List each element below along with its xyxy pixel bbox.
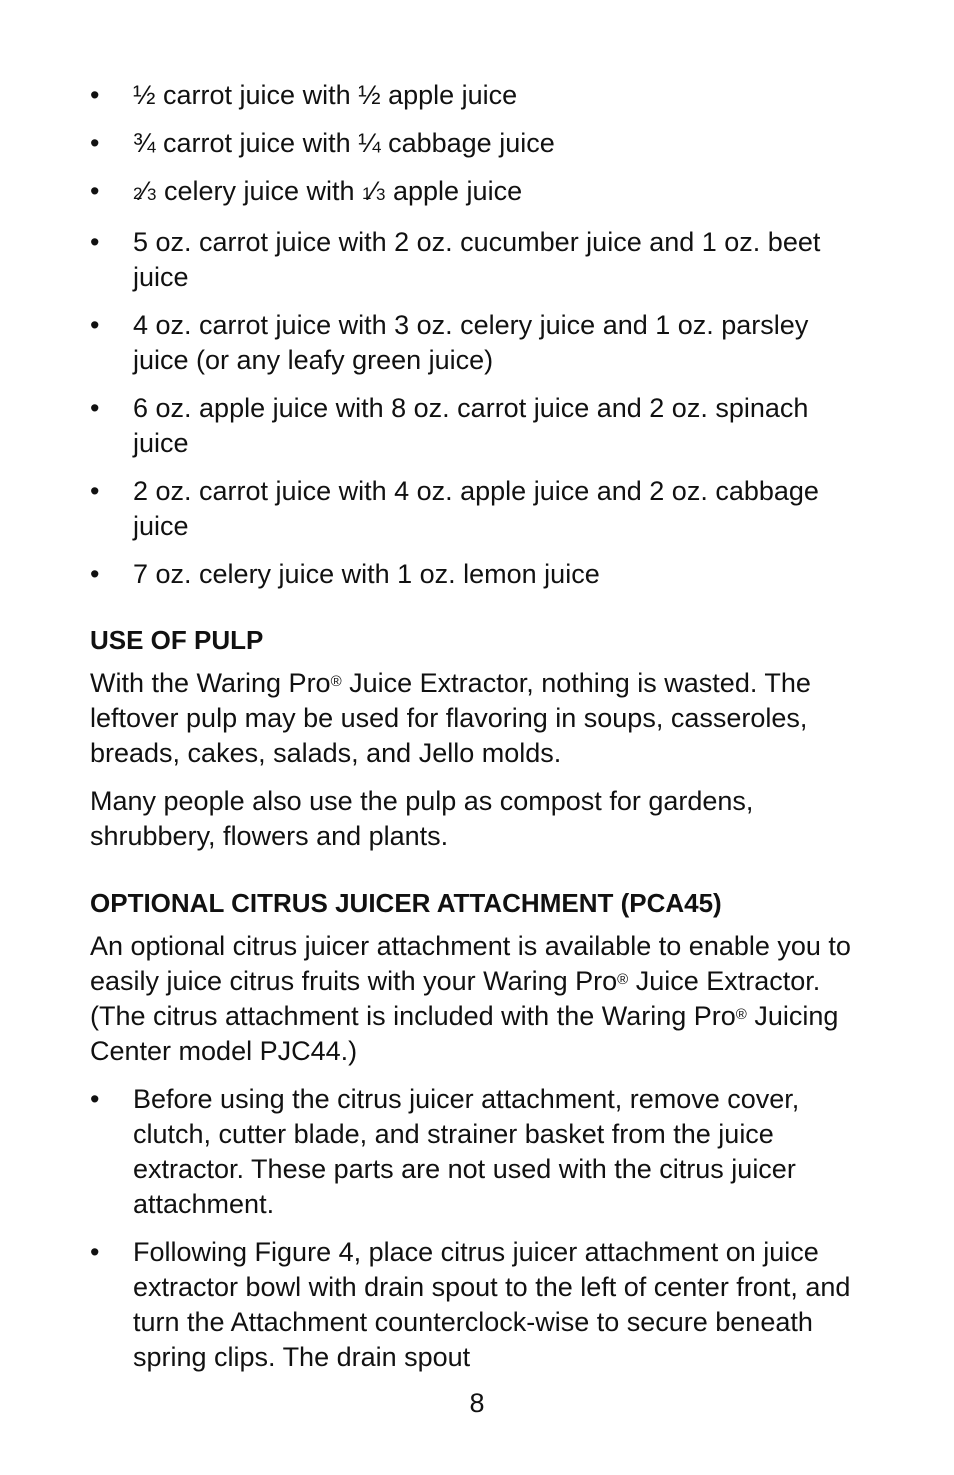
fraction-slash: ⁄	[371, 176, 377, 206]
page-number: 8	[469, 1388, 485, 1418]
fraction-numerator: 2	[133, 184, 143, 203]
list-item: • 6 oz. apple juice with 8 oz. carrot juice and 2 oz. spinach juice	[90, 391, 870, 461]
fraction-slash: ⁄	[142, 176, 147, 206]
registered-mark: ®	[735, 1006, 747, 1023]
list-item: • 7 oz. celery juice with 1 oz. lemon juice	[90, 557, 870, 592]
list-item: • ½ carrot juice with ½ apple juice	[90, 78, 870, 113]
use-of-pulp-heading: USE OF PULP	[90, 625, 264, 655]
list-item: • 2 oz. carrot juice with 4 oz. apple juice and 2 oz. cabbage juice	[90, 474, 870, 544]
manual-page	[90, 78, 870, 1388]
fraction-denominator: 3	[146, 185, 157, 204]
fraction-denominator: 3	[376, 185, 386, 204]
citrus-attachment-heading: OPTIONAL CITRUS JUICER ATTACHMENT (PCA45)	[90, 888, 722, 918]
list-item: • Before using the citrus juicer attachment, remove cover, clutch, cutter blade, and strainer basket from the juice extractor. These parts are not used with the citrus juicer attachment.	[90, 1082, 870, 1222]
registered-mark: ®	[617, 971, 629, 988]
list-item: • $^2$⁄3 celery juice with $^1$⁄3 apple juice	[90, 174, 870, 212]
compost-paragraph: Many people also use the pulp as compost for gardens, shrubbery, flowers and plants.	[90, 786, 754, 851]
list-item: • 5 oz. carrot juice with 2 oz. cucumber juice and 1 oz. beet juice	[90, 225, 870, 295]
citrus-instructions-list	[90, 1082, 870, 1375]
juice-combination-list	[90, 78, 870, 592]
list-item: • ¾ carrot juice with ¼ cabbage juice	[90, 126, 870, 161]
pulp-paragraph: With the Waring Pro® Juice Extractor, nothing is wasted. The leftover pulp may be used for flavoring in soups, casseroles, breads, cakes, salads, and Jello molds.	[90, 668, 811, 768]
fraction-numerator: 1	[362, 184, 372, 203]
citrus-paragraph: An optional citrus juicer attachment is available to enable you to easily juice citrus fruits with your Waring Pro® Juice Extractor. (The citrus attachment is included with the Waring Pro® Juicing Center model PJC44.)	[90, 931, 851, 1066]
registered-mark: ®	[330, 673, 342, 690]
list-item: • Following Figure 4, place citrus juicer attachment on juice extractor bowl with drain spout to the left of center front, and turn the Attachment counterclock-wise to secure beneath spring clips. The drain spout	[90, 1235, 870, 1375]
list-item: • 4 oz. carrot juice with 3 oz. celery juice and 1 oz. parsley juice (or any leafy green juice)	[90, 308, 870, 378]
